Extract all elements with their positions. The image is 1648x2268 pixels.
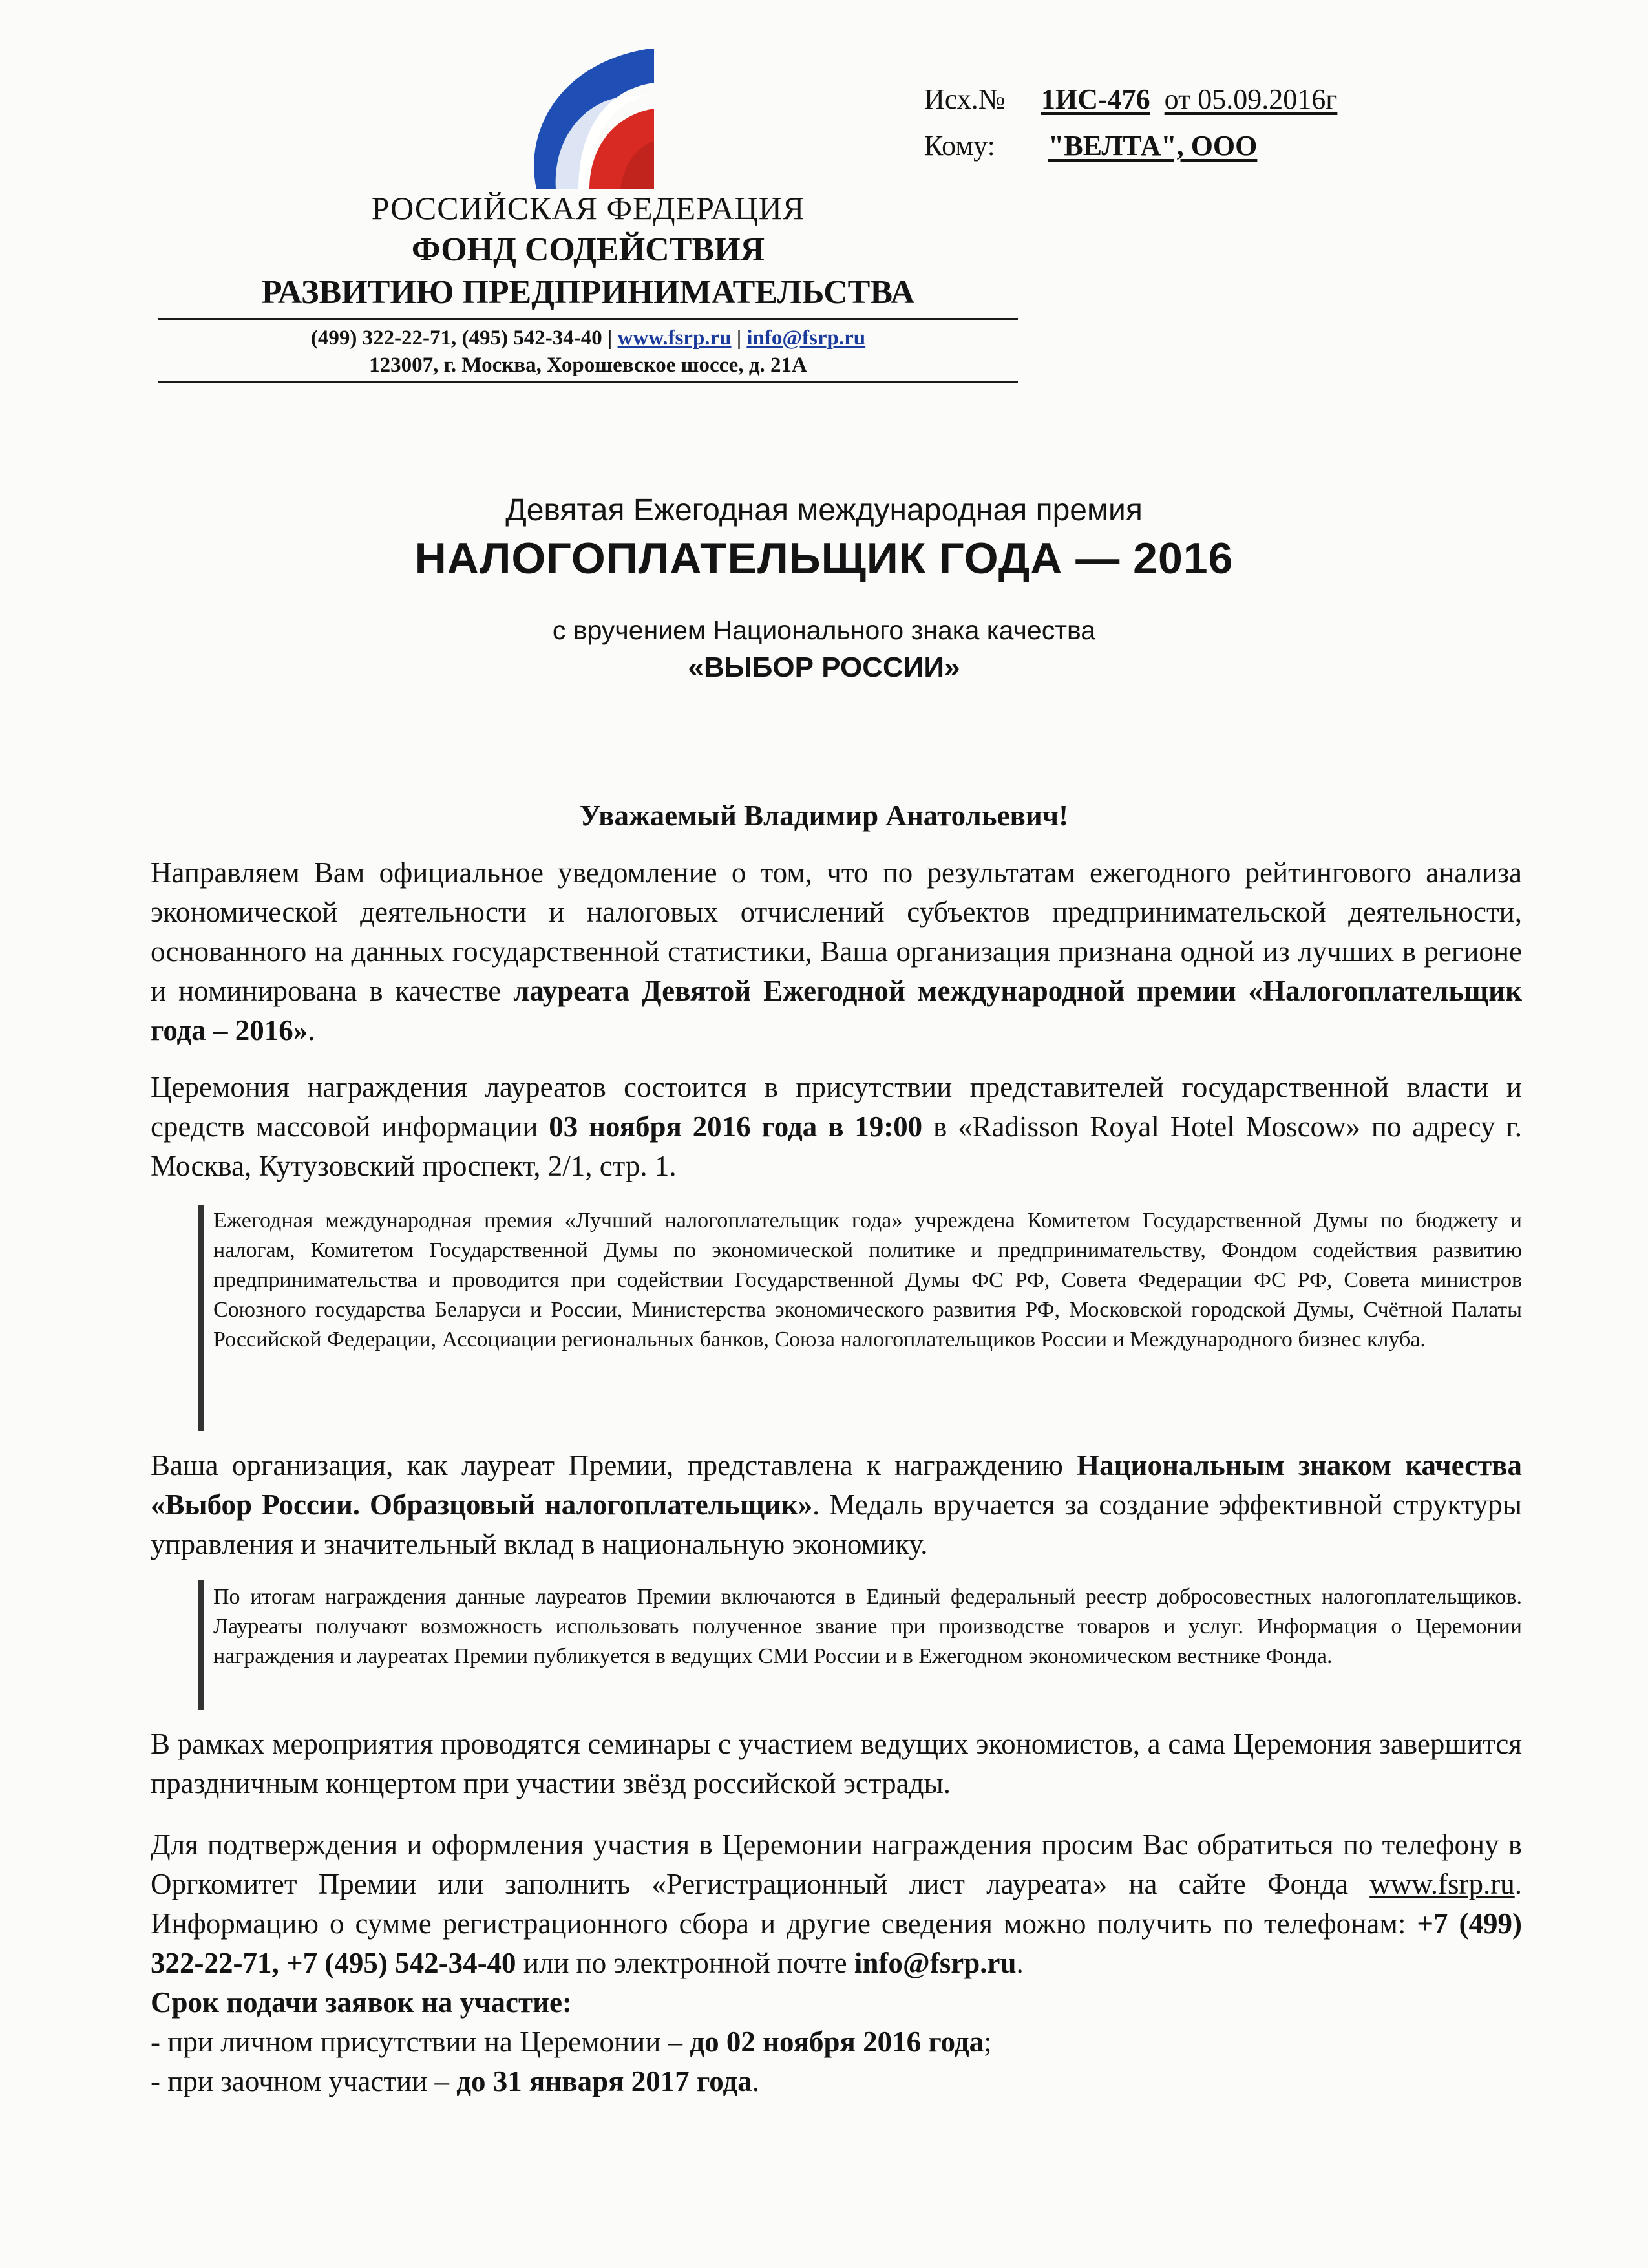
paragraph-2-bold: 03 ноября 2016 года в 19:00 xyxy=(549,1110,923,1143)
outgoing-meta xyxy=(924,76,1337,169)
org-website-link[interactable]: www.fsrp.ru xyxy=(617,326,732,350)
org-contacts: (499) 322-22-71, (495) 542-34-40 | www.fsrp.ru | info@fsrp.ru 123007, г. Москва, Хорошевское шоссе, д. 21А xyxy=(158,324,1018,379)
greeting: Уважаемый Владимир Анатольевич! xyxy=(579,800,1069,832)
deadline-item-1-end: ; xyxy=(984,2026,992,2058)
paragraph-2 xyxy=(151,1068,1522,1186)
deadlines xyxy=(151,1983,1522,2101)
title-line1: Девятая Ежегодная международная премия xyxy=(505,493,1143,527)
quote-1-bar xyxy=(198,1205,204,1431)
quote-1: Ежегодная международная премия «Лучший налогоплательщик года» учреждена Комитетом Государственной Думы по бюджету и налогам, Комитетом Государственной Думы по экономической политике и предпринимательству, Фондом содействия развитию предпринимательства и проводится при содействии Государственной Думы ФС РФ, Совета Федерации ФС РФ, Совета министров Союзного государства Беларуси и России, Министерства экономического развития РФ, Московской городской Думы, Счётной Палаты Российской Федерации, Ассоциации региональных банков, Союза налогоплательщиков России и Международного бизнес клуба. xyxy=(213,1209,1522,1351)
paragraph-1-end: . xyxy=(308,1014,315,1046)
outgoing-date: от 05.09.2016г xyxy=(1164,83,1338,115)
paragraph-4: В рамках мероприятия проводятся семинары с участием ведущих экономистов, а сама Церемония завершится праздничным концертом при участии звёзд российской эстрады. xyxy=(151,1728,1522,1799)
deadlines-heading: Срок подачи заявок на участие: xyxy=(151,1986,572,2019)
deadline-item-1-bold: до 02 ноября 2016 года xyxy=(690,2026,984,2058)
paragraph-2-text-b: в «Radisson Royal Hotel Moscow» по адресу г. Москва, Кутузовский проспект, 2/1, стр. 1. xyxy=(151,1110,1523,1182)
paragraph-3-text-b: . Медаль вручается за создание эффективной структуры управления и значительный вклад в национальную экономику. xyxy=(151,1489,1522,1560)
org-line3: РАЗВИТИЮ ПРЕДПРИНИМАТЕЛЬСТВА xyxy=(261,274,915,311)
title-line4: «ВЫБОР РОССИИ» xyxy=(688,652,960,683)
deadline-item-1 xyxy=(151,2022,1522,2062)
quote-2: По итогам награждения данные лауреатов Премии включаются в Единый федеральный реестр добросовестных налогоплательщиков. Лауреаты получают возможность использовать полученное звание при производстве товаров и услуг. Информация о Церемонии награждения и лауреатах Премии публикуется в ведущих СМИ России и в Ежегодном экономическом вестнике Фонда. xyxy=(213,1585,1522,1668)
org-line1: РОССИЙСКАЯ ФЕДЕРАЦИЯ xyxy=(371,190,805,226)
fund-logo xyxy=(517,44,672,193)
paragraph-3-text-a: Ваша организация, как лауреат Премии, представлена к награждению xyxy=(151,1449,1077,1481)
deadline-item-2-end: . xyxy=(752,2065,759,2097)
deadline-item-2 xyxy=(151,2062,1522,2101)
to-value: "ВЕЛТА", ООО xyxy=(1048,130,1258,162)
paragraph-3-bold: Национальным знаком качества «Выбор России. Образцовый налогоплательщик» xyxy=(151,1449,1522,1521)
phones-bold: +7 (499) 322-22-71, +7 (495) 542-34-40 xyxy=(151,1907,1522,1979)
title-line3: с вручением Национального знака качества xyxy=(552,615,1096,645)
paragraph-5 xyxy=(151,1825,1522,1983)
divider-bottom xyxy=(158,381,1018,383)
org-header xyxy=(158,187,1018,314)
paragraph-5-text-b: . Информацию о сумме регистрационного сбора и другие сведения можно получить по телефонам: xyxy=(151,1868,1522,1940)
paragraph-2-text-a: Церемония награждения лауреатов состоится в присутствии представителей государственной власти и средств массовой информации xyxy=(151,1071,1522,1143)
org-phones: (499) 322-22-71, (495) 542-34-40 xyxy=(310,326,602,350)
deadline-item-1-text: - при личном присутствии на Церемонии – xyxy=(151,2026,690,2058)
quote-2-bar xyxy=(198,1580,204,1710)
deadline-item-2-bold: до 31 января 2017 года xyxy=(456,2065,752,2097)
org-line2: ФОНД СОДЕЙСТВИЯ xyxy=(411,231,765,268)
email-link[interactable]: info@fsrp.ru xyxy=(854,1947,1017,1979)
paragraph-5-text-a: Для подтверждения и оформления участия в Церемонии награждения просим Вас обратиться по телефону в Оргкомитет Премии или заполнить «Регистрационный лист лауреата» на сайте Фонда xyxy=(151,1828,1522,1900)
paragraph-5-text-d: . xyxy=(1016,1947,1024,1979)
paragraph-3 xyxy=(151,1446,1522,1564)
deadline-item-2-text: - при заочном участии – xyxy=(151,2065,457,2097)
paragraph-1 xyxy=(151,853,1522,1050)
title-line2: НАЛОГОПЛАТЕЛЬЩИК ГОДА — 2016 xyxy=(414,534,1234,583)
divider-top xyxy=(158,318,1018,320)
outgoing-number: 1ИС-476 xyxy=(1041,83,1150,115)
outgoing-label: Исх.№ xyxy=(924,83,1006,115)
to-label: Кому: xyxy=(924,130,995,162)
paragraph-5-text-c: или по электронной почте xyxy=(516,1947,854,1979)
website-link[interactable]: www.fsrp.ru xyxy=(1369,1868,1515,1900)
paragraph-1-bold: лауреата Девятой Ежегодной международной премии «Налогоплательщик года – 2016» xyxy=(151,975,1522,1046)
org-email-link[interactable]: info@fsrp.ru xyxy=(746,326,866,350)
paragraph-1-text: Направляем Вам официальное уведомление о том, что по результатам ежегодного рейтингового анализа экономической деятельности и налоговых отчислений субъектов предпринимательской деятельности, основанного на данных государственной статистики, Ваша организация признана одной из лучших в регионе и номинирована в качестве xyxy=(151,856,1522,1007)
org-address: 123007, г. Москва, Хорошевское шоссе, д. 21А xyxy=(369,354,807,377)
